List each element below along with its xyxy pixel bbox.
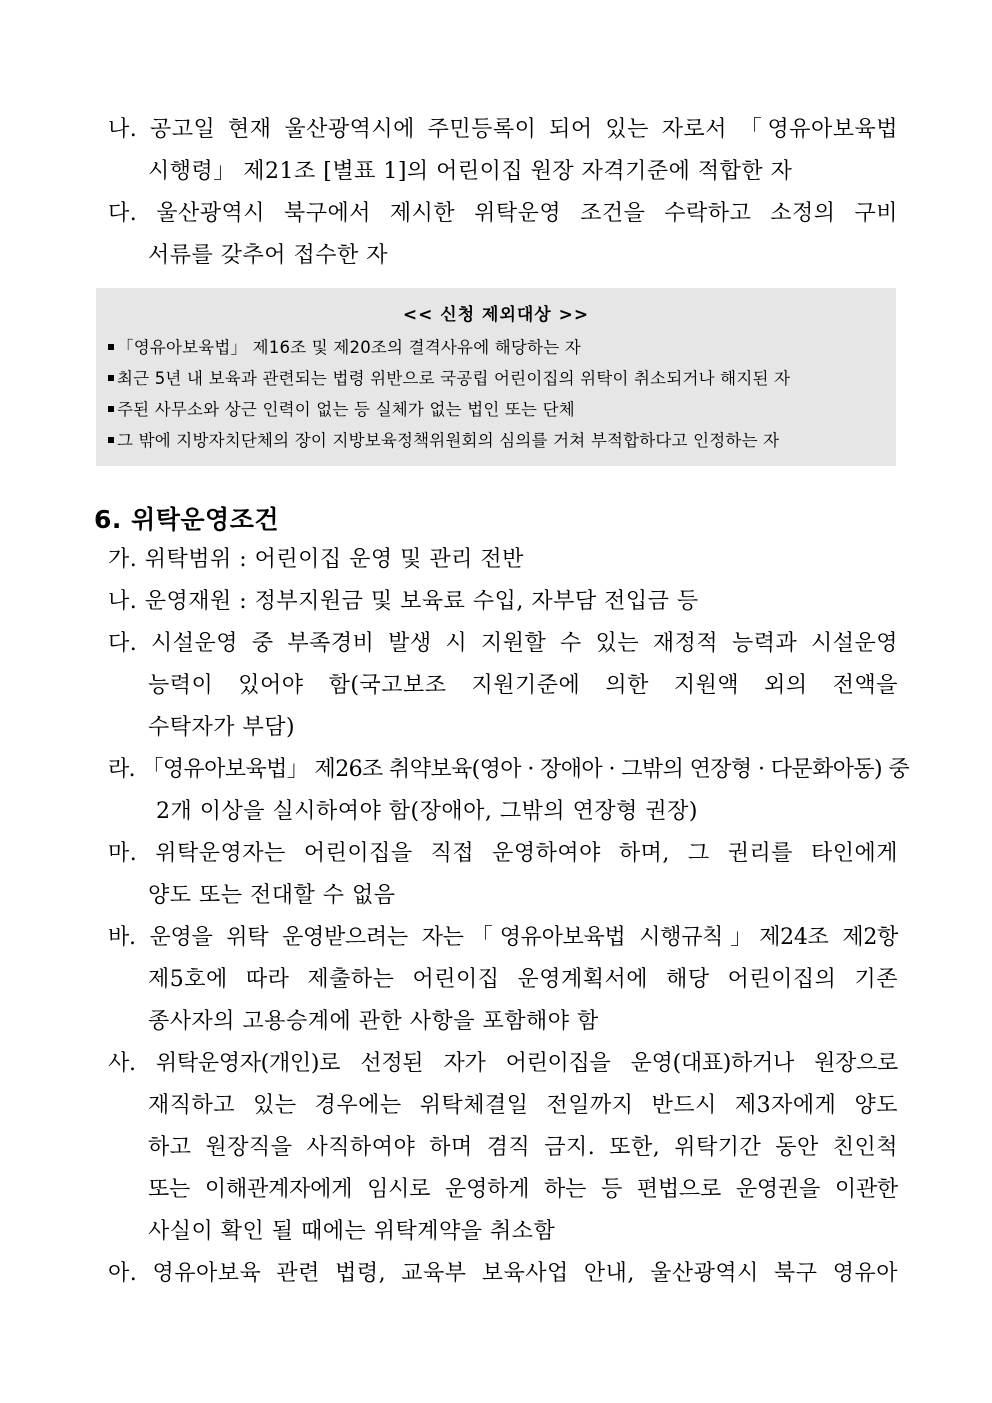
- item-da: [108, 623, 898, 749]
- exclusion-item: 「영유아보육법」 제16조 및 제20조의 결격사유에 해당하는 자: [108, 334, 894, 358]
- item-marker: 아.: [108, 1261, 138, 1286]
- square-bullet-icon: [108, 375, 114, 381]
- item-text: 운영재원 : 정부지원금 및 보육료 수입, 자부담 전입금 등: [144, 589, 699, 614]
- item-text: 위탁운영자(개인)로 선정된 자가 어린이집을 운영(대표)하거나 원장으로: [155, 1051, 898, 1076]
- item-text: 위탁범위 : 어린이집 운영 및 관리 전반: [144, 547, 524, 572]
- item-da-intro: [108, 193, 898, 277]
- exclusion-item: 그 밖에 지방자치단체의 장이 지방보육정책위원회의 심의를 거쳐 부적합하다고 인정하는 자: [108, 427, 894, 451]
- item-text: 울산광역시 북구에서 제시한 위탁운영 조건을 수락하고 소정의 구비: [156, 201, 898, 226]
- item-text-continued: 또는 이해관계자에게 임시로 운영하게 하는 등 편법으로 운영권을 이관한: [148, 1177, 898, 1202]
- item-text: 영유아보육 관련 법령, 교육부 보육사업 안내, 울산광역시 북구 영유아: [152, 1261, 898, 1286]
- item-text-continued: 제5호에 따라 제출하는 어린이집 운영계획서에 해당 어린이집의 기존: [148, 967, 898, 992]
- item-marker: 나.: [108, 589, 138, 614]
- item-ba: [108, 917, 898, 1043]
- item-text-continued: 능력이 있어야 함(국고보조 지원기준에 의한 지원액 외의 전액을: [148, 673, 898, 698]
- section-heading: 6. 위탁운영조건: [94, 505, 279, 534]
- item-text: 위탁운영자는 어린이집을 직접 운영하여야 하며, 그 권리를 타인에게: [155, 841, 898, 866]
- item-text-continued: 2개 이상을 실시하여야 함(장애아, 그밖의 연장형 권장): [156, 799, 698, 824]
- item-sa: [108, 1043, 898, 1253]
- item-marker: 사.: [108, 1051, 136, 1076]
- item-marker: 라.: [108, 757, 136, 782]
- exclusion-item: 최근 5년 내 보육과 관련되는 법령 위반으로 국공립 어린이집의 위탁이 취소되거나 해지된 자: [108, 365, 894, 389]
- item-a: [108, 1253, 898, 1295]
- item-text-continued: 시행령」 제21조 [별표 1]의 어린이집 원장 자격기준에 적합한 자: [148, 159, 793, 184]
- square-bullet-icon: [108, 344, 114, 350]
- item-text-continued: 수탁자가 부담): [148, 715, 296, 740]
- item-text-continued: 양도 또는 전대할 수 없음: [148, 883, 396, 908]
- item-marker: 나.: [108, 117, 138, 142]
- item-text-continued: 하고 원장직을 사직하여야 하며 겸직 금지. 또한, 위탁기간 동안 친인척: [148, 1135, 898, 1160]
- item-text: 공고일 현재 울산광역시에 주민등록이 되어 있는 자로서 「영유아보육법: [150, 117, 899, 142]
- item-ga: [108, 539, 898, 581]
- item-marker: 다.: [108, 631, 138, 656]
- item-ma: [108, 833, 898, 917]
- item-text: 운영을 위탁 운영받으려는 자는「영유아보육법 시행규칙」제24조 제2항: [149, 925, 898, 950]
- square-bullet-icon: [108, 437, 114, 443]
- exclusion-box: [96, 288, 896, 466]
- item-text-continued: 사실이 확인 될 때에는 위탁계약을 취소함: [148, 1219, 556, 1244]
- item-na-intro: [108, 109, 898, 193]
- item-marker: 바.: [108, 925, 136, 950]
- item-marker: 마.: [108, 841, 138, 866]
- item-text-continued: 재직하고 있는 경우에는 위탁체결일 전일까지 반드시 제3자에게 양도: [148, 1093, 898, 1118]
- item-na: [108, 581, 898, 623]
- item-text-continued: 종사자의 고용승계에 관한 사항을 포함해야 함: [148, 1009, 599, 1034]
- item-marker: 다.: [108, 201, 138, 226]
- item-text: 시설운영 중 부족경비 발생 시 지원할 수 있는 재정적 능력과 시설운영: [151, 631, 898, 656]
- exclusion-item: 주된 사무소와 상근 인력이 없는 등 실체가 없는 법인 또는 단체: [108, 396, 894, 420]
- exclusion-title: << 신청 제외대상 >>: [402, 305, 590, 325]
- square-bullet-icon: [108, 406, 114, 412]
- item-text: 「영유아보육법」 제26조 취약보육(영아 · 장애아 · 그밖의 연장형 · 다문화아동) 중: [141, 757, 910, 782]
- item-marker: 가.: [108, 547, 138, 572]
- item-ra: [108, 749, 910, 833]
- item-text-continued: 서류를 갖추어 접수한 자: [148, 243, 389, 268]
